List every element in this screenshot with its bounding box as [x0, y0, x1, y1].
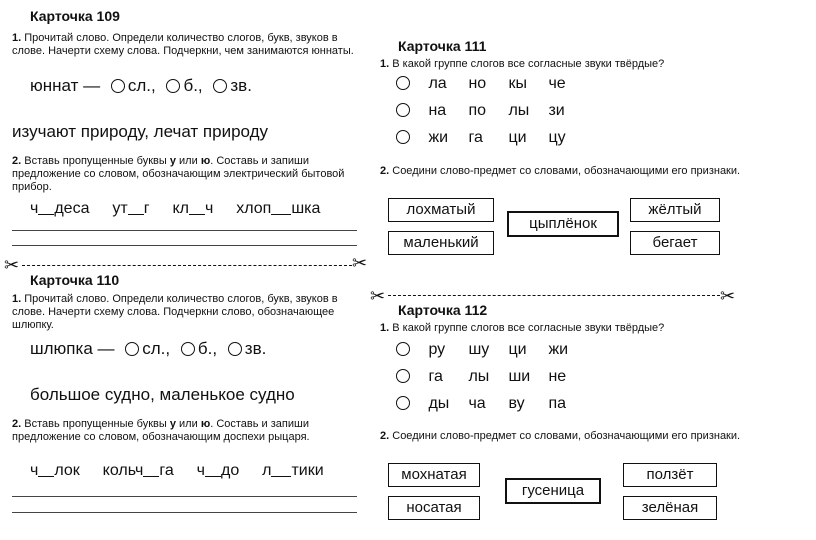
sounds-label: зв.: [244, 339, 267, 358]
syllable: жи: [428, 129, 449, 146]
attribute-word-box[interactable]: бегает: [630, 231, 720, 255]
syllable: ци: [508, 129, 527, 146]
attribute-word-box[interactable]: носатая: [388, 496, 480, 520]
card-109-task-1: [12, 32, 362, 58]
syllable: че: [548, 75, 566, 92]
attribute-word-box[interactable]: мохнатая: [388, 463, 480, 487]
task-text: Прочитай слово. Определи количество слогов, букв, звуков в слове. Начерти схему слова. Подчеркни, чем занимаются юннаты.: [12, 32, 354, 57]
blank[interactable]: [205, 462, 221, 477]
writing-line: [12, 245, 357, 246]
object-word-box[interactable]: цыплёнок: [507, 211, 619, 237]
syllable: кы: [508, 75, 527, 92]
syllable: ци: [508, 341, 527, 358]
writing-line: [12, 230, 357, 231]
scissors-icon: ✂: [352, 253, 368, 273]
card-112-title: Карточка 112: [398, 302, 488, 318]
blank[interactable]: [128, 200, 144, 215]
blank[interactable]: [271, 462, 291, 477]
letter-yu: ю: [200, 155, 211, 167]
task-text: Вставь пропущенные буквы: [24, 155, 170, 167]
phrase: большое судно, маленькое судно: [30, 385, 295, 404]
syllable: по: [468, 102, 487, 119]
syllable: ча: [468, 395, 486, 412]
word-part: ч: [204, 200, 214, 217]
task-text: Соедини слово-предмет со словами, обозначающими его признаки.: [392, 165, 741, 177]
syllable: па: [548, 395, 567, 412]
word-part: л: [262, 462, 272, 479]
answer-circle[interactable]: [111, 79, 125, 93]
task-number: 2.: [12, 418, 22, 430]
attribute-word-box[interactable]: лохматый: [388, 198, 494, 222]
task-text: . Составь и запиши предложение со словом, обозначающим электрический бытовой прибор.: [12, 155, 345, 193]
task-text: В какой группе слогов все согласные звуки твёрдые?: [392, 322, 665, 334]
answer-circle[interactable]: [166, 79, 180, 93]
word-part: га: [159, 462, 174, 479]
analysis-word: юннат —: [30, 76, 101, 95]
syllable: но: [468, 75, 487, 92]
answer-circle[interactable]: [396, 369, 410, 383]
cut-line: [22, 265, 352, 266]
word-part: деса: [54, 200, 90, 217]
card-111-task-2: [380, 165, 780, 178]
word-part: тики: [291, 462, 324, 479]
word-analysis-row: [30, 339, 266, 359]
sounds-label: зв.: [230, 76, 252, 95]
syllable: ды: [428, 395, 450, 412]
word-part: хлоп: [236, 200, 272, 217]
task-text: Вставь пропущенные буквы: [24, 418, 170, 430]
missing-letters-row: [30, 200, 320, 218]
word-part: ут: [112, 200, 128, 217]
answer-circle[interactable]: [228, 342, 242, 356]
syllable-row: [396, 341, 588, 359]
syllable: лы: [508, 102, 530, 119]
cut-line: [388, 295, 720, 296]
task-number: 1.: [380, 322, 390, 334]
card-110-title: Карточка 110: [30, 272, 120, 288]
answer-circle[interactable]: [396, 76, 410, 90]
syllable: ла: [428, 75, 447, 92]
word-part: ч: [30, 462, 39, 479]
syllable: цу: [548, 129, 566, 146]
missing-letters-row: [30, 462, 324, 480]
task-text: или: [175, 155, 201, 167]
syllable: га: [468, 129, 483, 146]
task-text: Прочитай слово. Определи количество слогов, букв, звуков в слове. Начерти схему слова. Подчеркни слово, обозначающее шлюпку.: [12, 293, 338, 331]
card-110-task-1: [12, 293, 362, 332]
word-part: ч: [196, 462, 205, 479]
letter-yu: ю: [200, 418, 211, 430]
word-part: г: [143, 200, 150, 217]
blank[interactable]: [38, 200, 54, 215]
syllable: ши: [508, 368, 531, 385]
syllable: на: [428, 102, 447, 119]
syllable-row: [396, 129, 588, 147]
card-109-task-2: [12, 155, 362, 194]
task-text: В какой группе слогов все согласные звуки твёрдые?: [392, 58, 665, 70]
answer-circle[interactable]: [396, 396, 410, 410]
blank[interactable]: [189, 200, 205, 215]
letter-u: у: [169, 155, 176, 167]
card-111-title: Карточка 111: [398, 38, 487, 54]
syllables-label: сл.,: [127, 76, 156, 95]
card-112-task-2: [380, 430, 780, 443]
card-112-task-1: [380, 322, 800, 335]
card-110-task-2: [12, 418, 362, 444]
task-number: 2.: [12, 155, 22, 167]
syllable: ру: [428, 341, 446, 358]
task-number: 1.: [12, 293, 22, 305]
letters-label: б.,: [183, 76, 203, 95]
syllable: шу: [468, 341, 490, 358]
task-text: . Составь и запиши предложение со словом, обозначающим доспехи рыцаря.: [12, 418, 310, 443]
blank[interactable]: [143, 462, 159, 477]
answer-circle[interactable]: [181, 342, 195, 356]
writing-line: [12, 496, 357, 497]
word-part: лок: [54, 462, 80, 479]
card-111-task-1: [380, 58, 800, 71]
task-number: 2.: [380, 430, 390, 442]
syllable: лы: [468, 368, 490, 385]
attribute-word-box[interactable]: маленький: [388, 231, 494, 255]
answer-circle[interactable]: [396, 342, 410, 356]
word-part: кольч: [102, 462, 144, 479]
task-text: или: [175, 418, 201, 430]
syllable-row: [396, 395, 588, 413]
syllable: га: [428, 368, 443, 385]
syllable-row: [396, 368, 588, 386]
attribute-word-box[interactable]: зелёная: [623, 496, 717, 520]
syllable: не: [548, 368, 567, 385]
syllable: жи: [548, 341, 569, 358]
phrase: изучают природу, лечат природу: [12, 122, 269, 141]
word-part: ч: [30, 200, 39, 217]
answer-circle[interactable]: [396, 130, 410, 144]
card-109-title: Карточка 109: [30, 8, 120, 24]
task-number: 1.: [380, 58, 390, 70]
writing-line: [12, 512, 357, 513]
letters-label: б.,: [197, 339, 218, 358]
word-part: до: [220, 462, 240, 479]
analysis-word: шлюпка —: [30, 339, 115, 358]
word-analysis-row: [30, 76, 252, 96]
blank[interactable]: [271, 200, 291, 215]
object-word-box[interactable]: гусеница: [505, 478, 601, 504]
word-part: кл: [172, 200, 189, 217]
task-text: Соедини слово-предмет со словами, обозначающими его признаки.: [392, 430, 741, 442]
answer-circle[interactable]: [396, 103, 410, 117]
answer-circle[interactable]: [213, 79, 227, 93]
scissors-icon: ✂: [720, 286, 736, 306]
scissors-icon: ✂: [4, 255, 20, 275]
syllable-row: [396, 75, 588, 93]
syllables-label: сл.,: [142, 339, 171, 358]
scissors-icon: ✂: [370, 286, 386, 306]
syllable-row: [396, 102, 588, 120]
task-number: 2.: [380, 165, 390, 177]
syllable: зи: [548, 102, 565, 119]
attribute-word-box[interactable]: ползёт: [623, 463, 717, 487]
answer-circle[interactable]: [125, 342, 139, 356]
syllable: ву: [508, 395, 525, 412]
word-part: шка: [291, 200, 321, 217]
letter-u: у: [169, 418, 176, 430]
blank[interactable]: [38, 462, 54, 477]
task-number: 1.: [12, 32, 22, 44]
attribute-word-box[interactable]: жёлтый: [630, 198, 720, 222]
